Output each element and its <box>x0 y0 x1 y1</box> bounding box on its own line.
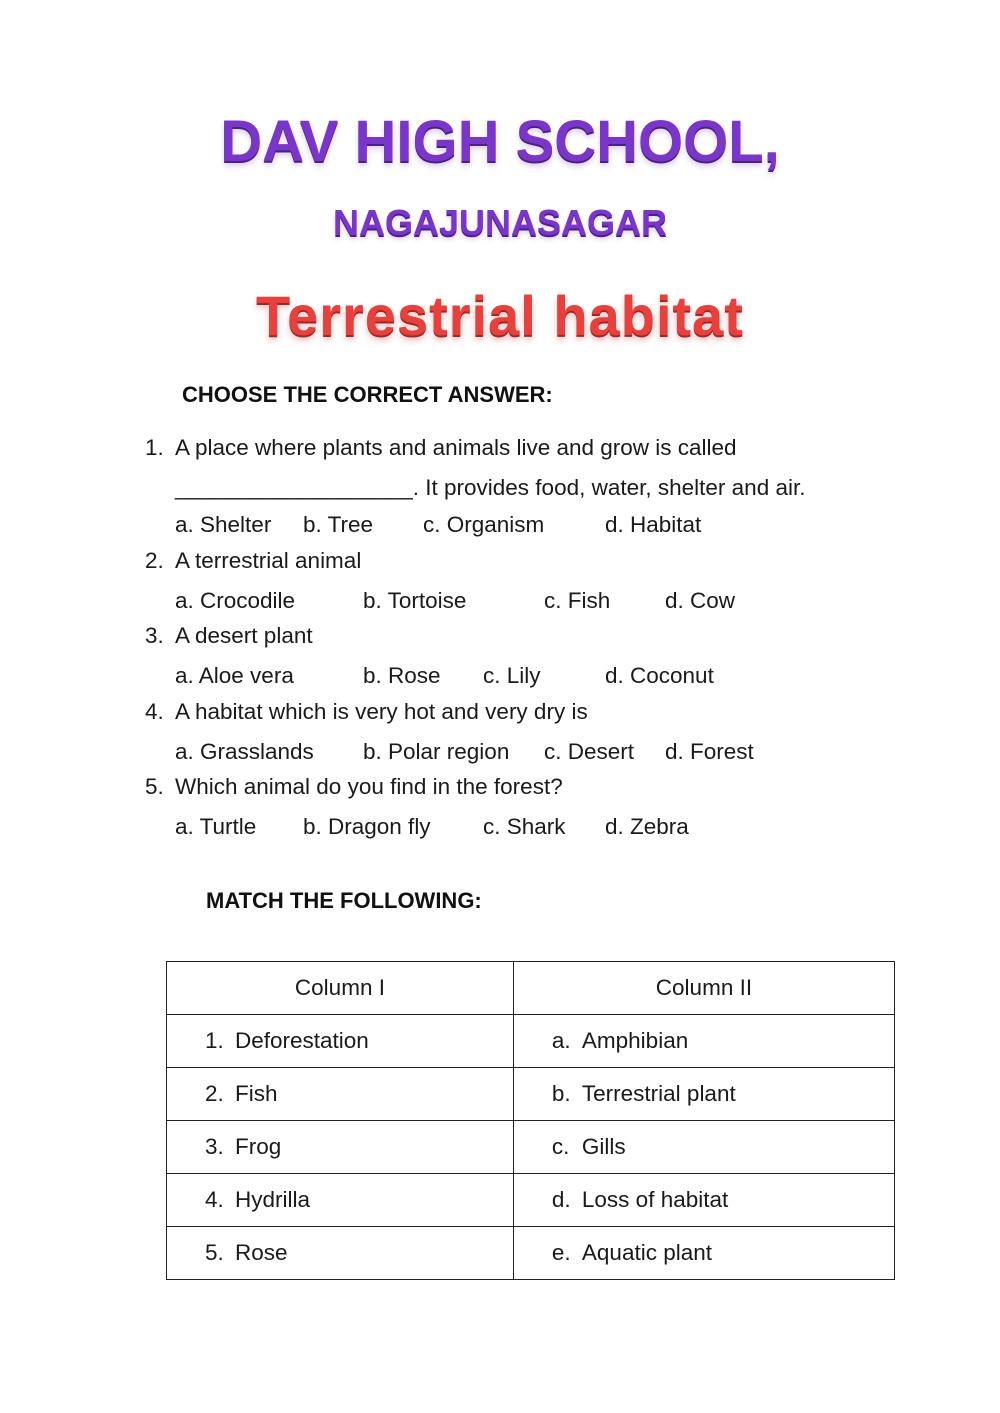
question-4-options <box>175 739 895 765</box>
school-name: DAV HIGH SCHOOL, <box>220 109 780 174</box>
column-1-cell <box>167 1015 514 1068</box>
question-2-options <box>175 588 895 614</box>
question-3-options <box>175 663 895 689</box>
option-d: d. Cow <box>665 588 736 613</box>
option-b: b. Tortoise <box>363 588 467 613</box>
item-text: Terrestrial plant <box>581 1081 736 1106</box>
worksheet-topic: Terrestrial habitat <box>256 284 744 347</box>
item-number: 1. <box>205 1028 224 1053</box>
option-a: a. Grasslands <box>175 739 314 764</box>
question-number: 3. <box>145 623 164 648</box>
option-a: a. Shelter <box>175 512 272 537</box>
question-1-options <box>175 512 895 538</box>
column-2-cell <box>513 1121 894 1174</box>
column-1-cell <box>167 1227 514 1280</box>
question-number: 2. <box>145 548 164 573</box>
question-1 <box>145 437 737 460</box>
question-text: Which animal do you find in the forest? <box>175 774 563 799</box>
item-text: Aquatic plant <box>581 1240 712 1265</box>
item-letter: d. <box>551 1187 571 1212</box>
option-c: c. Shark <box>483 814 566 839</box>
question-4 <box>145 701 588 724</box>
item-text: Gills <box>581 1134 626 1159</box>
option-d: d. Coconut <box>605 663 714 688</box>
question-5 <box>145 776 563 799</box>
item-text: Hydrilla <box>235 1187 311 1212</box>
option-a: a. Aloe vera <box>175 663 294 688</box>
question-text: A place where plants and animals live and grow is called <box>175 435 737 460</box>
item-number: 5. <box>205 1240 224 1265</box>
column-2-cell <box>513 1015 894 1068</box>
question-number: 4. <box>145 699 164 724</box>
table-header-row <box>167 962 895 1015</box>
column-2-cell <box>513 1068 894 1121</box>
option-c: c. Desert <box>544 739 635 764</box>
question-text: A terrestrial animal <box>175 548 362 573</box>
question-2 <box>145 550 361 573</box>
column-2-cell <box>513 1174 894 1227</box>
match-table <box>166 961 895 1280</box>
item-text: Rose <box>235 1240 288 1265</box>
item-letter: b. <box>551 1081 571 1106</box>
option-b: b. Polar region <box>363 739 510 764</box>
item-letter: a. <box>551 1028 571 1053</box>
question-1-continuation: ___________________. It provides food, water, shelter and air. <box>175 475 806 500</box>
column-2-cell <box>513 1227 894 1280</box>
question-text: A desert plant <box>175 623 313 648</box>
option-b: b. Dragon fly <box>303 814 431 839</box>
table-row <box>167 1121 895 1174</box>
option-b: b. Tree <box>303 512 374 537</box>
option-a: a. Turtle <box>175 814 257 839</box>
item-text: Deforestation <box>235 1028 369 1053</box>
table-row <box>167 1068 895 1121</box>
item-letter: c. <box>551 1134 570 1159</box>
question-text: A habitat which is very hot and very dry is <box>175 699 588 724</box>
item-text: Frog <box>235 1134 282 1159</box>
option-a: a. Crocodile <box>175 588 296 613</box>
option-d: d. Habitat <box>605 512 702 537</box>
column-2-header: Column II <box>513 962 894 1015</box>
question-5-options <box>175 814 895 840</box>
item-number: 4. <box>205 1187 224 1212</box>
option-d: d. Forest <box>665 739 754 764</box>
question-number: 5. <box>145 774 164 799</box>
question-3 <box>145 625 313 648</box>
item-number: 3. <box>205 1134 224 1159</box>
item-letter: e. <box>551 1240 571 1265</box>
column-1-cell <box>167 1068 514 1121</box>
question-number: 1. <box>145 435 164 460</box>
item-text: Fish <box>235 1081 278 1106</box>
item-number: 2. <box>205 1081 224 1106</box>
table-row <box>167 1174 895 1227</box>
item-text: Loss of habitat <box>581 1187 729 1212</box>
column-1-header: Column I <box>167 962 514 1015</box>
option-b: b. Rose <box>363 663 441 688</box>
item-text: Amphibian <box>581 1028 689 1053</box>
column-1-cell <box>167 1174 514 1227</box>
column-1-cell <box>167 1121 514 1174</box>
match-section-title: MATCH THE FOLLOWING: <box>206 888 482 913</box>
mcq-section-title: CHOOSE THE CORRECT ANSWER: <box>182 382 553 407</box>
option-c: c. Lily <box>483 663 541 688</box>
option-c: c. Fish <box>544 588 611 613</box>
school-location: NAGAJUNASAGAR <box>332 202 668 243</box>
table-row <box>167 1015 895 1068</box>
table-row <box>167 1227 895 1280</box>
option-c: c. Organism <box>423 512 545 537</box>
option-d: d. Zebra <box>605 814 689 839</box>
